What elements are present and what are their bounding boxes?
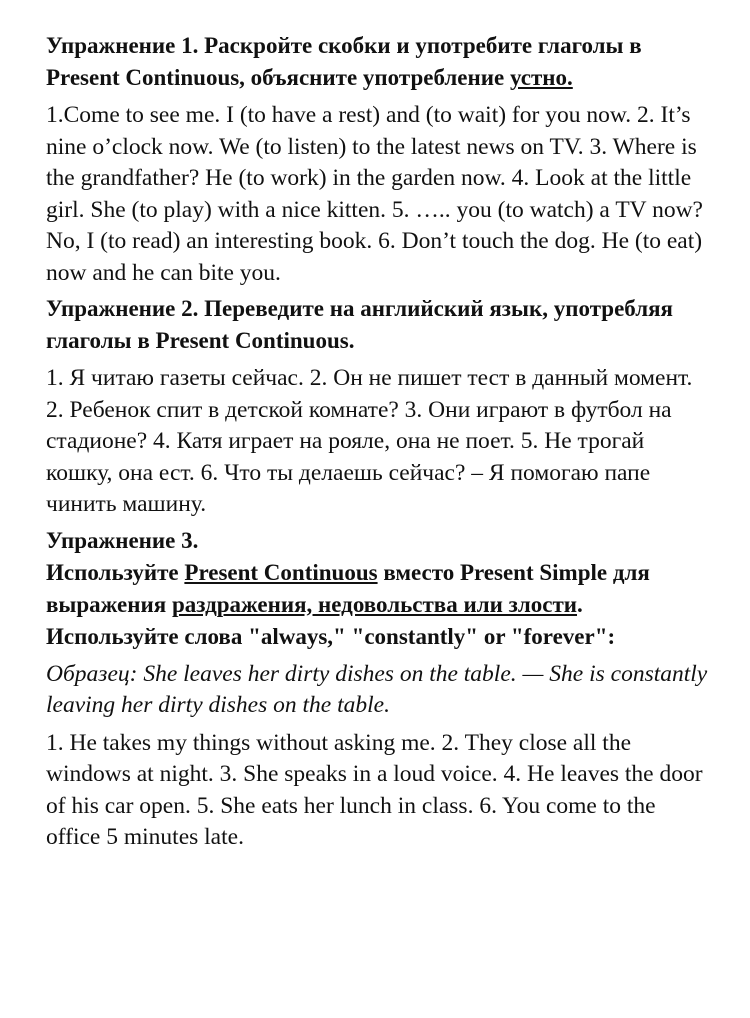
exercise-3-instr-underlined2: раздражения, недовольства или злости xyxy=(171,591,578,617)
exercise-3-instructions xyxy=(46,557,714,653)
exercise-2-text: 1. Я читаю газеты сейчас. 2. Он не пишет тест в данный момент. 2. Ребенок спит в детской комнате? 3. Они играют в футбол на стадионе? 4. Катя играет на рояле, она не поет. 5. Не трогай кошку, она ест. 6. Что ты делаешь сейчас? – Я помогаю папе чинить машину. xyxy=(46,365,693,517)
exercise-3-instr-part1: Используйте xyxy=(46,559,185,585)
exercise-1-text: 1.Come to see me. I (to have a rest) and (to wait) for you now. 2. It’s nine o’clock now. We (to listen) to the latest news on TV. 3. Where is the grandfather? He (to work) in the garden now. 4. Look at the little girl. She (to play) with a nice kitten. 5. ….. you (to watch) a TV now? No, I (to read) an interesting book. 6. Don’t touch the dog. He (to eat) now and he can bite you. xyxy=(46,102,703,286)
exercise-2 xyxy=(46,293,714,521)
exercise-3-sample: Образец: She leaves her dirty dishes on the table. — She is constantly leaving her dirty dishes on the table. xyxy=(46,660,708,718)
exercise-3 xyxy=(46,525,714,854)
exercise-3-instr-part3: . Используйте слова "always," "constantly" or "forever": xyxy=(46,591,616,649)
exercise-2-heading: Упражнение 2. Переведите на английский язык, употребляя глаголы в Present Continuous. xyxy=(46,296,673,353)
exercise-3-instr-underlined1: Present Continuous xyxy=(184,559,378,585)
exercise-3-text: 1. He takes my things without asking me. 2. They close all the windows at night. 3. She speaks in a loud voice. 4. He leaves the door of his car open. 5. She eats her lunch in class. 6. You come to the office 5 minutes late. xyxy=(46,729,703,850)
exercise-1 xyxy=(46,30,714,289)
exercise-1-heading-text: Упражнение 1. Раскройте скобки и употребите глаголы в Present Continuous, объясните употребление xyxy=(46,33,642,90)
worksheet xyxy=(46,30,714,854)
exercise-1-heading-underlined: устно. xyxy=(509,65,573,90)
exercise-3-instr-part2: вместо Present Simple для выражения xyxy=(46,559,650,617)
exercise-3-title: Упражнение 3. xyxy=(46,527,199,553)
exercise-1-heading xyxy=(46,30,714,94)
